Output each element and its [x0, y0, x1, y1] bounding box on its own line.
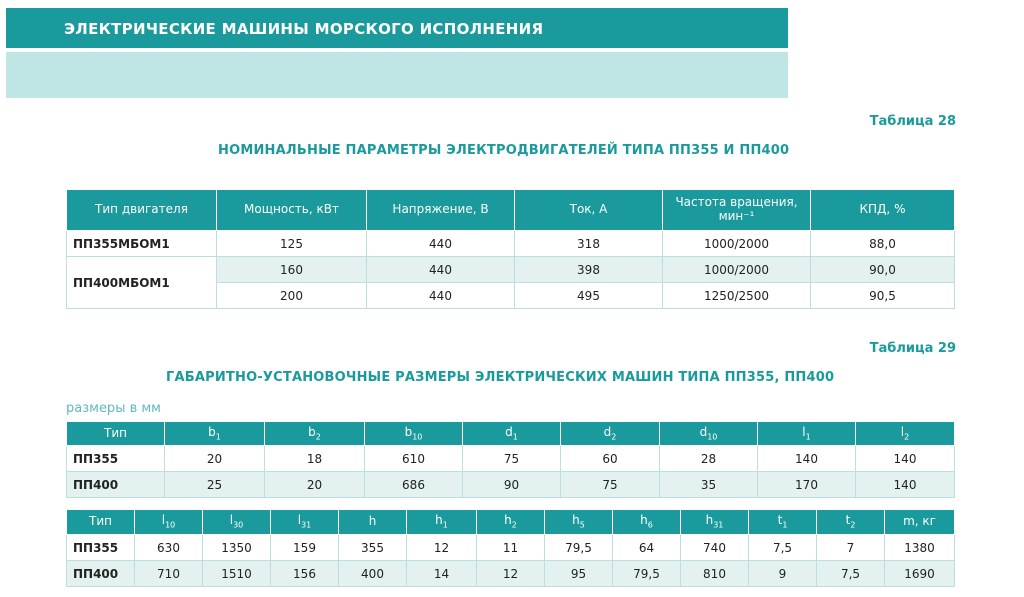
col-header-label: b	[208, 424, 216, 439]
cell-value: 20	[265, 472, 365, 498]
col-header	[165, 422, 265, 446]
col-header-label: t	[845, 513, 851, 528]
col-header	[758, 422, 856, 446]
col-header-subscript: 30	[233, 520, 244, 530]
cell-value: 1510	[203, 561, 271, 587]
col-header	[561, 422, 660, 446]
table-header-row	[67, 510, 955, 535]
cell-value: 170	[758, 472, 856, 498]
cell-speed: 1000/2000	[663, 257, 811, 283]
table-28-title: НОМИНАЛЬНЫЕ ПАРАМЕТРЫ ЭЛЕКТРОДВИГАТЕЛЕЙ ТИПА ПП355 И ПП400	[218, 143, 790, 158]
table-row	[67, 257, 955, 283]
col-header-subscript: 1	[782, 520, 788, 530]
header-bar	[6, 8, 788, 48]
cell-value: 12	[477, 561, 545, 587]
cell-value: 28	[660, 446, 758, 472]
col-header	[749, 510, 817, 535]
table-29-part-1	[66, 421, 955, 498]
table-row	[67, 535, 955, 561]
col-header	[477, 510, 545, 535]
cell-value: 686	[365, 472, 463, 498]
col-header-subscript: 1	[512, 432, 518, 442]
col-header-label: h	[504, 513, 512, 528]
cell-type: ПП355	[67, 535, 135, 561]
col-header-label: d	[699, 424, 708, 439]
col-header	[463, 422, 561, 446]
col-header	[135, 510, 203, 535]
cell-voltage: 440	[367, 283, 515, 309]
col-header-subscript: 2	[850, 520, 856, 530]
page-title: ЭЛЕКТРИЧЕСКИЕ МАШИНЫ МОРСКОГО ИСПОЛНЕНИЯ	[64, 20, 544, 38]
cell-speed: 1000/2000	[663, 231, 811, 257]
col-header-label: t	[777, 513, 783, 528]
col-header	[545, 510, 613, 535]
cell-value: 810	[681, 561, 749, 587]
table-28-number: Таблица 28	[869, 114, 956, 129]
table-header-row	[67, 190, 955, 231]
col-header-subscript: 10	[412, 432, 423, 442]
cell-value: 7	[817, 535, 885, 561]
cell-value: 630	[135, 535, 203, 561]
col-header-subscript: 10	[707, 432, 718, 442]
col-header-label: h	[368, 514, 377, 529]
cell-value: 14	[407, 561, 477, 587]
col-header	[885, 510, 955, 535]
table-row	[67, 446, 955, 472]
cell-current: 318	[515, 231, 663, 257]
cell-current: 398	[515, 257, 663, 283]
cell-power: 125	[217, 231, 367, 257]
cell-value: 740	[681, 535, 749, 561]
cell-value: 95	[545, 561, 613, 587]
cell-voltage: 440	[367, 257, 515, 283]
cell-type: ПП400МБОМ1	[67, 257, 217, 309]
col-header	[856, 422, 955, 446]
cell-value: 79,5	[545, 535, 613, 561]
table-29-part-2	[66, 509, 955, 587]
table-29-number: Таблица 29	[869, 341, 956, 356]
table-29-title: ГАБАРИТНО-УСТАНОВОЧНЫЕ РАЗМЕРЫ ЭЛЕКТРИЧЕСКИХ МАШИН ТИПА ПП355, ПП400	[166, 370, 835, 385]
col-header-voltage: Напряжение, В	[367, 190, 515, 231]
cell-value: 12	[407, 535, 477, 561]
col-header-subscript: 5	[579, 520, 585, 530]
cell-value: 7,5	[817, 561, 885, 587]
cell-value: 140	[856, 472, 955, 498]
cell-type: ПП400	[67, 561, 135, 587]
cell-value: 400	[339, 561, 407, 587]
col-header-label: l	[161, 513, 166, 528]
cell-value: 11	[477, 535, 545, 561]
col-header-subscript: 6	[647, 520, 653, 530]
col-header	[203, 510, 271, 535]
col-header	[67, 510, 135, 535]
col-header-subscript: 10	[165, 520, 176, 530]
col-header-label: m, кг	[903, 514, 936, 529]
cell-value: 355	[339, 535, 407, 561]
col-header-efficiency: КПД, %	[811, 190, 955, 231]
cell-value: 140	[856, 446, 955, 472]
cell-value: 140	[758, 446, 856, 472]
cell-power: 200	[217, 283, 367, 309]
cell-value: 79,5	[613, 561, 681, 587]
cell-type: ПП355	[67, 446, 165, 472]
col-header	[660, 422, 758, 446]
col-header-label: h	[572, 513, 580, 528]
table-28	[66, 189, 955, 309]
cell-value: 75	[463, 446, 561, 472]
col-header-subscript: 1	[805, 432, 811, 442]
col-header-label: l	[229, 513, 234, 528]
cell-value: 20	[165, 446, 265, 472]
col-header	[339, 510, 407, 535]
col-header-subscript: 31	[713, 520, 724, 530]
cell-value: 18	[265, 446, 365, 472]
col-header	[271, 510, 339, 535]
cell-value: 1380	[885, 535, 955, 561]
cell-voltage: 440	[367, 231, 515, 257]
col-header-power: Мощность, кВт	[217, 190, 367, 231]
table-row	[67, 472, 955, 498]
cell-value: 710	[135, 561, 203, 587]
cell-value: 25	[165, 472, 265, 498]
col-header	[265, 422, 365, 446]
col-header-label: Тип	[89, 514, 112, 529]
col-header-label: b	[404, 424, 413, 439]
cell-speed: 1250/2500	[663, 283, 811, 309]
col-header-subscript: 2	[611, 432, 617, 442]
cell-value: 60	[561, 446, 660, 472]
cell-value: 90	[463, 472, 561, 498]
col-header-speed: Частота вращения, мин⁻¹	[663, 190, 811, 231]
cell-value: 75	[561, 472, 660, 498]
col-header	[613, 510, 681, 535]
col-header	[817, 510, 885, 535]
col-header-label: l	[802, 424, 806, 439]
cell-value: 159	[271, 535, 339, 561]
col-header-label: l	[900, 424, 905, 439]
col-header-label: h	[435, 513, 443, 528]
units-note: размеры в мм	[66, 401, 161, 416]
col-header-label: h	[640, 513, 648, 528]
col-header-label: d	[505, 424, 513, 439]
cell-value: 156	[271, 561, 339, 587]
cell-value: 35	[660, 472, 758, 498]
col-header-label: d	[603, 424, 612, 439]
col-header-label: h	[705, 513, 714, 528]
cell-value: 7,5	[749, 535, 817, 561]
cell-efficiency: 90,5	[811, 283, 955, 309]
col-header-subscript: 1	[442, 520, 448, 530]
cell-type: ПП355МБОМ1	[67, 231, 217, 257]
cell-value: 1690	[885, 561, 955, 587]
cell-value: 610	[365, 446, 463, 472]
col-header	[67, 422, 165, 446]
col-header	[681, 510, 749, 535]
cell-efficiency: 90,0	[811, 257, 955, 283]
cell-type: ПП400	[67, 472, 165, 498]
col-header-label: b	[308, 424, 316, 439]
col-header	[407, 510, 477, 535]
table-header-row	[67, 422, 955, 446]
col-header-type: Тип двигателя	[67, 190, 217, 231]
col-header-current: Ток, А	[515, 190, 663, 231]
col-header-subscript: 1	[215, 432, 221, 442]
cell-value: 64	[613, 535, 681, 561]
col-header-label: l	[297, 513, 302, 528]
table-row	[67, 561, 955, 587]
cell-efficiency: 88,0	[811, 231, 955, 257]
col-header-label: Тип	[104, 425, 127, 440]
col-header	[365, 422, 463, 446]
header-sub-bar	[6, 52, 788, 98]
cell-value: 1350	[203, 535, 271, 561]
cell-current: 495	[515, 283, 663, 309]
table-row	[67, 231, 955, 257]
cell-power: 160	[217, 257, 367, 283]
cell-value: 9	[749, 561, 817, 587]
col-header-subscript: 31	[301, 520, 312, 530]
col-header-subscript: 2	[904, 432, 910, 442]
col-header-subscript: 2	[315, 432, 321, 442]
col-header-subscript: 2	[511, 520, 517, 530]
